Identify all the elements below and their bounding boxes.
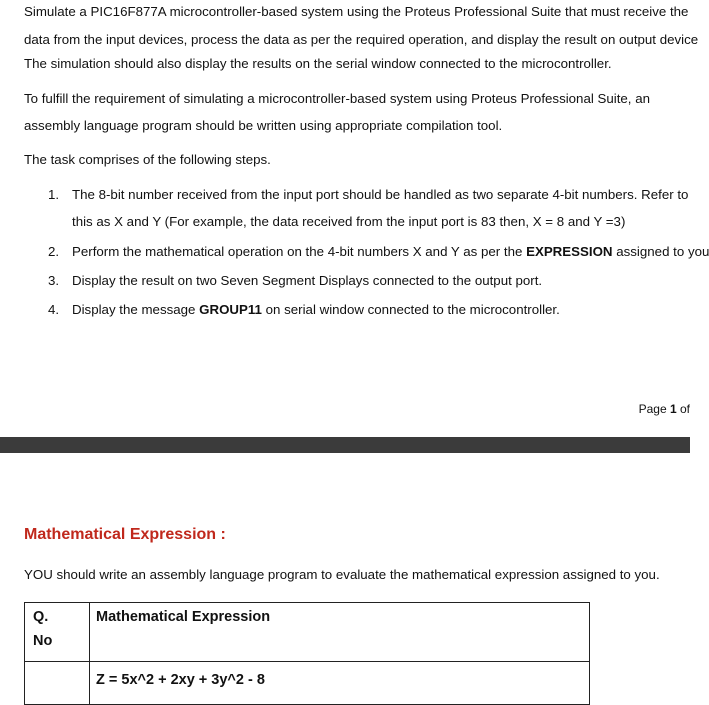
step-1-line-2: this as X and Y (For example, the data received from the input port is 83 then, X = 8 and Y =3)	[72, 214, 626, 229]
step-2-text: Perform the mathematical operation on the 4-bit numbers X and Y as per the EXPRESSION assigned to you	[72, 244, 709, 259]
intro-line-5: assembly language program should be written using appropriate compilation tool.	[24, 118, 503, 133]
table-header-row	[25, 603, 590, 662]
expression-cell: Z = 5x^2 + 2xy + 3y^2 - 8	[90, 662, 590, 705]
step-3-number: 3.	[48, 273, 60, 288]
intro-line-6: The task comprises of the following steps.	[24, 152, 271, 167]
page-separator	[0, 437, 690, 453]
step-2-number: 2.	[48, 244, 60, 259]
step-1-line-1: The 8-bit number received from the input port should be handled as two separate 4-bit numbers. Refer to	[72, 187, 689, 202]
intro-line-1: Simulate a PIC16F877A microcontroller-based system using the Proteus Professional Suite that must receive the	[24, 4, 689, 19]
step-4-bold: GROUP11	[199, 302, 262, 317]
step-4-number: 4.	[48, 302, 60, 317]
step-3-text: Display the result on two Seven Segment Displays connected to the output port.	[72, 273, 543, 288]
section-heading: Mathematical Expression :	[24, 526, 226, 543]
intro-line-2: data from the input devices, process the data as per the required operation, and display the result on output device	[24, 32, 699, 47]
expression-table	[24, 602, 590, 705]
page-number: Page 1 of	[638, 402, 690, 416]
intro-line-4: To fulfill the requirement of simulating a microcontroller-based system using Proteus Professional Suite, an	[24, 91, 650, 106]
intro-line-3: The simulation should also display the results on the serial window connected to the microcontroller.	[24, 56, 612, 71]
section-note: YOU should write an assembly language program to evaluate the mathematical expression assigned to you.	[24, 567, 660, 582]
step-4-text: Display the message GROUP11 on serial window connected to the microcontroller.	[72, 302, 560, 317]
qno-header: Q. No	[25, 603, 90, 662]
step-1-number: 1.	[48, 187, 60, 202]
qno-cell	[25, 662, 90, 705]
step-2-bold: EXPRESSION	[526, 244, 613, 259]
expression-header: Mathematical Expression	[90, 603, 590, 662]
table-row	[25, 662, 590, 705]
